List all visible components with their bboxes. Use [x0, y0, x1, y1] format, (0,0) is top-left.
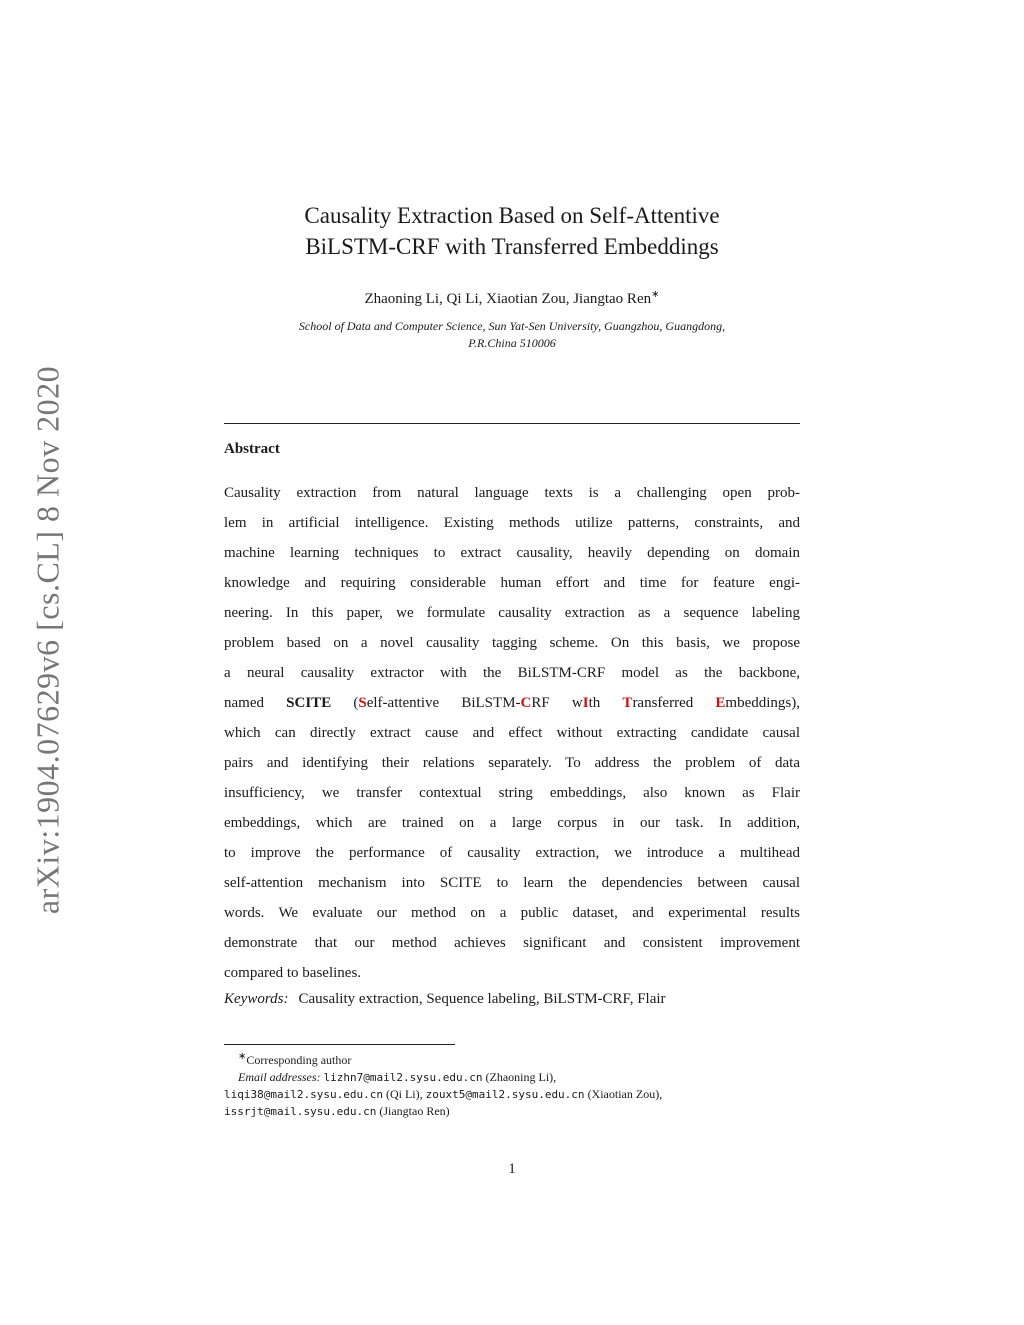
email-owner: (Zhaoning Li),: [482, 1070, 557, 1084]
affiliation-line-2: P.R.China 510006: [468, 336, 556, 350]
title-line-2: BiLSTM-CRF with Transferred Embeddings: [305, 234, 719, 259]
abstract-heading: Abstract: [224, 441, 280, 457]
email-owner: (Jiangtao Ren): [376, 1104, 450, 1118]
page-number: 1: [508, 1161, 516, 1177]
footnote-emails-line-2: [224, 1086, 800, 1103]
abstract-line: compared to baselines.: [224, 965, 362, 981]
named-text: (: [331, 695, 359, 711]
corresponding-mark: ∗: [651, 289, 660, 300]
keywords: [224, 991, 666, 1008]
abstract-body: [224, 478, 800, 988]
footnote-emails-line-3: [224, 1103, 800, 1120]
highlight-letter-i: I: [582, 695, 589, 711]
author-names: Zhaoning Li, Qi Li, Xiaotian Zou, Jiangtao Ren: [364, 291, 652, 307]
named-text: th: [588, 695, 623, 711]
arxiv-watermark: arXiv:1904.07629v6 [cs.CL] 8 Nov 2020: [29, 365, 66, 915]
email-link[interactable]: lizhn7@mail2.sysu.edu.cn: [323, 1071, 483, 1084]
abstract-line: a neural causality extractor with the BiLSTM-CRF model as the backbone,: [224, 665, 800, 681]
abstract-top-rule: [224, 423, 800, 424]
abstract-line: demonstrate that our method achieves significant and consistent improvement: [224, 935, 800, 951]
email-label: Email addresses:: [238, 1070, 321, 1084]
abstract-line: words. We evaluate our method on a public dataset, and experimental results: [224, 905, 800, 921]
abstract-line: self-attention mechanism into SCITE to learn the dependencies between causal: [224, 875, 800, 891]
email-link[interactable]: zouxt5@mail2.sysu.edu.cn: [425, 1088, 585, 1101]
highlight-letter-c: C: [520, 695, 532, 711]
abstract-line: problem based on a novel causality tagging scheme. On this basis, we propose: [224, 635, 800, 651]
email-link[interactable]: issrjt@mail.sysu.edu.cn: [224, 1105, 377, 1118]
highlight-letter-e: E: [715, 695, 726, 711]
footnote-emails-line-1: [224, 1069, 800, 1086]
abstract-line-scite: [224, 688, 800, 718]
scite-acronym: SCITE: [286, 695, 332, 711]
footnote-rule: [224, 1044, 455, 1045]
named-text: RF w: [531, 695, 583, 711]
corresponding-text: Corresponding author: [246, 1053, 352, 1067]
footnote: [224, 1048, 800, 1120]
abstract-line: machine learning techniques to extract causality, heavily depending on domain: [224, 545, 800, 561]
abstract-line: pairs and identifying their relations separately. To address the problem of data: [224, 755, 800, 771]
affiliation-line-1: School of Data and Computer Science, Sun Yat-Sen University, Guangzhou, Guangdong,: [298, 319, 726, 333]
abstract-line: embeddings, which are trained on a large corpus in our task. In addition,: [224, 815, 800, 831]
named-text: named: [224, 695, 287, 711]
abstract-line: Causality extraction from natural language texts is a challenging open prob-: [224, 485, 800, 501]
highlight-letter-s: S: [358, 695, 367, 711]
affiliation: [224, 318, 800, 352]
highlight-letter-t: T: [622, 695, 633, 711]
abstract-line: knowledge and requiring considerable human effort and time for feature engi-: [224, 575, 800, 591]
abstract-line: insufficiency, we transfer contextual string embeddings, also known as Flair: [224, 785, 800, 801]
email-link[interactable]: liqi38@mail2.sysu.edu.cn: [224, 1088, 383, 1101]
named-text: ransferred: [632, 695, 716, 711]
footnote-corresponding: [224, 1048, 800, 1069]
named-text: elf-attentive BiLSTM-: [366, 695, 521, 711]
keywords-text: Causality extraction, Sequence labeling, BiLSTM-CRF, Flair: [298, 991, 666, 1007]
email-owner: (Xiaotian Zou),: [584, 1087, 663, 1101]
author-list: [224, 289, 800, 308]
keywords-label: Keywords:: [224, 991, 289, 1007]
abstract-line: which can directly extract cause and effect without extracting candidate causal: [224, 725, 800, 741]
abstract-line: neering. In this paper, we formulate causality extraction as a sequence labeling: [224, 605, 800, 621]
paper-title: [224, 200, 800, 262]
email-owner: (Qi Li),: [382, 1087, 426, 1101]
abstract-line: to improve the performance of causality extraction, we introduce a multihead: [224, 845, 800, 861]
named-text: mbeddings),: [725, 695, 800, 711]
abstract-line: lem in artificial intelligence. Existing methods utilize patterns, constraints, and: [224, 515, 800, 531]
title-line-1: Causality Extraction Based on Self-Attentive: [304, 203, 720, 228]
footnote-mark: ∗: [238, 1051, 247, 1062]
